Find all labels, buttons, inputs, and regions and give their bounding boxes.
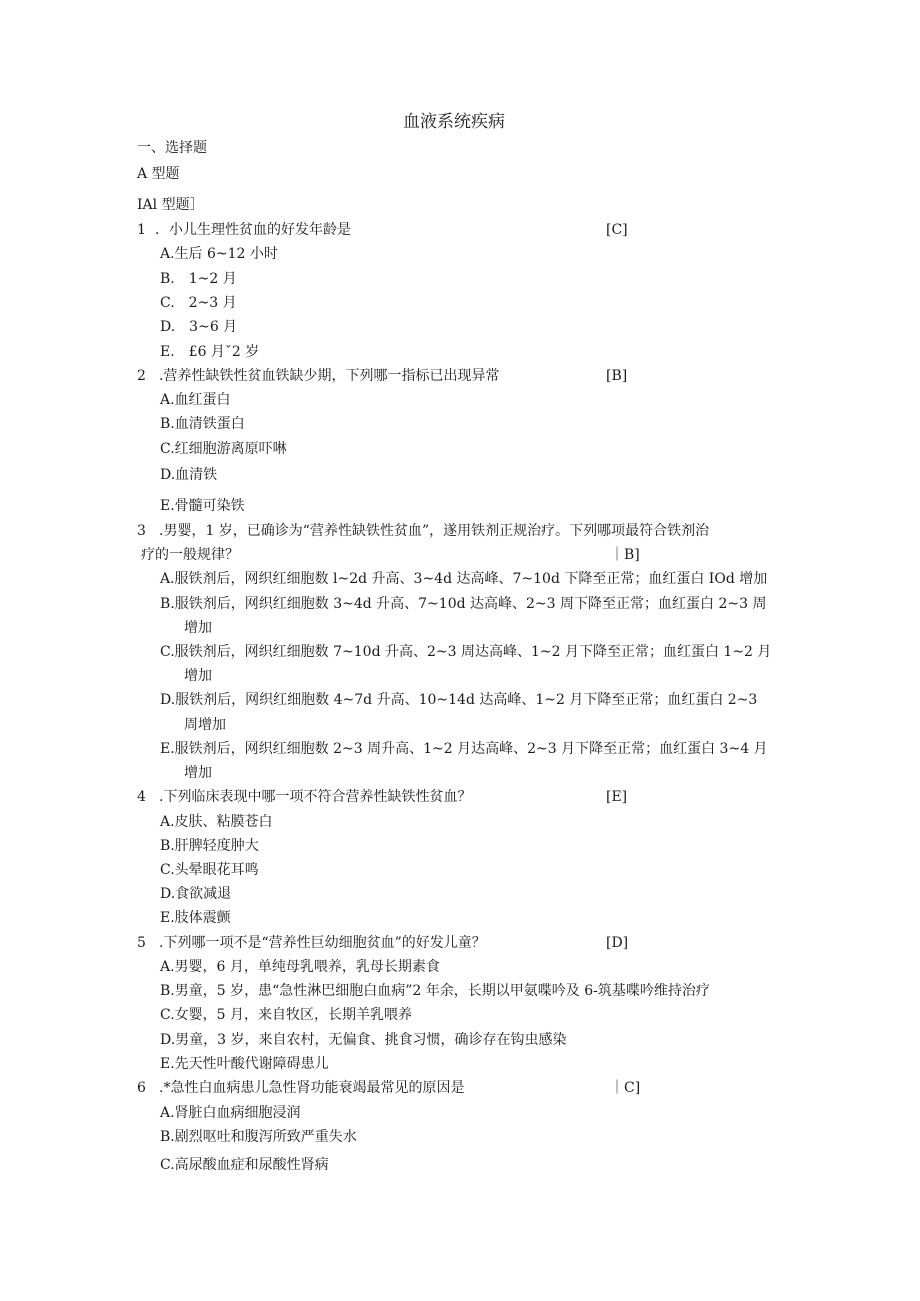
option-item: A.血红蛋白 xyxy=(160,392,231,408)
question-text: .下列临床表现中哪一项不符合营养性缺铁性贫血？ xyxy=(159,789,472,805)
option-item: D.服铁剂后，网织红细胞数 4~7d 升高、10~14d 达高峰、1~2 月下降至正常；血红蛋白 2~3 xyxy=(160,692,758,708)
option-continued: 增加 xyxy=(184,620,212,636)
option-item: C.女婴，5 月，来自牧区，长期羊乳喂养 xyxy=(160,1007,413,1023)
option-item: D.食欲减退 xyxy=(160,886,232,902)
question-number: 4 xyxy=(137,789,146,805)
subsection-heading: IAl 型题］ xyxy=(137,197,204,213)
subsection-heading: A 型题 xyxy=(137,166,180,182)
option-item: B.肝脾轻度肿大 xyxy=(160,838,259,854)
option-item: D.男童，3 岁，来自农村，无偏食、挑食习惯，确诊存在钩虫感染 xyxy=(160,1032,567,1048)
option-item: A.服铁剂后，网织红细胞数 l~2d 升高、3~4d 达高峰、7~10d 下降至正常；血红蛋白 IOd 增加 xyxy=(160,571,768,587)
option-item: A.生后 6~12 小时 xyxy=(160,246,278,262)
option-item: B.服铁剂后，网织红细胞数 3~4d 升高、7~10d 达高峰、2~3 周下降至正常；血红蛋白 2~3 周 xyxy=(160,596,767,612)
section-heading: 一、选择题 xyxy=(137,140,207,156)
question-number: 3 xyxy=(137,523,146,539)
option-item: E.肢体震颤 xyxy=(160,910,231,926)
option-item: D. 3~6 月 xyxy=(160,319,238,335)
option-item: C.红细胞游离原吓啉 xyxy=(160,441,287,457)
question-number: 1 xyxy=(137,222,146,238)
answer-key: ｜B] xyxy=(610,547,640,563)
option-item: B.血清铁蛋白 xyxy=(160,416,245,432)
question-text: .营养性缺铁性贫血铁缺少期，下列哪一指标已出现异常 xyxy=(159,368,500,384)
question-number: 5 xyxy=(137,935,146,951)
option-continued: 增加 xyxy=(184,765,212,781)
option-item: C.高尿酸血症和尿酸性肾病 xyxy=(160,1157,329,1173)
option-item: E.骨髓可染铁 xyxy=(160,498,245,514)
answer-key: [B] xyxy=(606,368,628,384)
answer-key: ｜C] xyxy=(610,1080,641,1096)
option-item: B.剧烈呕吐和腹泻所致严重失水 xyxy=(160,1129,357,1145)
option-item: C.头晕眼花耳鸣 xyxy=(160,862,259,878)
option-item: A.男婴，6 月，单纯母乳喂养，乳母长期素食 xyxy=(160,959,440,975)
question-text: ．小儿生理性贫血的好发年龄是 xyxy=(155,222,351,238)
option-item: E.先天性叶酸代谢障碍患儿 xyxy=(160,1056,329,1072)
option-item: A.肾脏白血病细胞浸润 xyxy=(160,1105,301,1121)
answer-key: [D] xyxy=(606,935,629,951)
option-item: D.血清铁 xyxy=(160,467,218,483)
option-continued: 增加 xyxy=(184,668,212,684)
option-item: C.服铁剂后，网织红细胞数 7~10d 升高、2~3 周达高峰、1~2 月下降至正常；血红蛋白 1~2 月 xyxy=(160,644,772,660)
answer-key: [E] xyxy=(606,789,628,805)
answer-key: [C] xyxy=(606,222,628,238)
option-item: B. 1~2 月 xyxy=(160,271,237,287)
question-text: .下列哪一项不是“营养性巨幼细胞贫血”的好发儿童？ xyxy=(159,935,486,951)
page-title: 血液系统疾病 xyxy=(403,112,505,132)
question-number: 6 xyxy=(137,1080,146,1096)
option-item: E. £6 月ˇ2 岁 xyxy=(160,344,260,360)
question-text: .*急性白血病患儿急性肾功能衰竭最常见的原因是 xyxy=(159,1080,465,1096)
option-item: A.皮肤、粘膜苍白 xyxy=(160,814,273,830)
option-item: E.服铁剂后，网织红细胞数 2~3 周升高、1~2 月达高峰、2~3 月下降至正常；血红蛋白 3~4 月 xyxy=(160,741,768,757)
option-item: B.男童，5 岁，患“急性淋巴细胞白血病”2 年余，长期以甲氨喋吟及 6-筑基喋吟维持治疗 xyxy=(160,983,710,999)
question-number: 2 xyxy=(137,368,146,384)
option-item: C. 2~3 月 xyxy=(160,295,237,311)
question-text-continued: 疗的一般规律？ xyxy=(141,547,239,563)
option-continued: 周增加 xyxy=(184,717,226,733)
question-text: .男婴，1 岁，已确诊为“营养性缺铁性贫血”，遂用铁剂正规治疗。下列哪项最符合铁剂治 xyxy=(159,523,710,539)
